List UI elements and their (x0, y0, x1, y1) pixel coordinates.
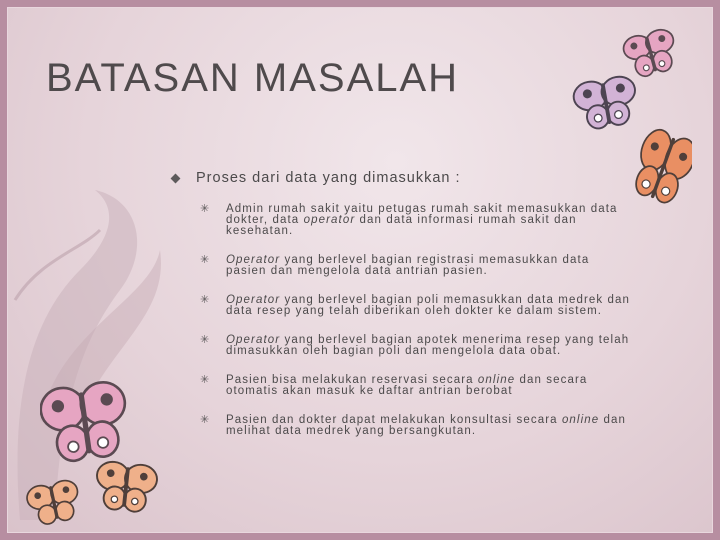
butterfly-icon (568, 74, 644, 132)
item-text: Pasien bisa melakukan reservasi secara online dan secara otomatis akan masuk ke daftar antrian berobat (226, 374, 588, 397)
asterisk-bullet-icon: ✳ (200, 203, 211, 215)
list-item (200, 415, 632, 437)
list-item (200, 255, 632, 277)
list-item (200, 335, 632, 357)
asterisk-bullet-icon: ✳ (200, 294, 211, 306)
asterisk-bullet-icon: ✳ (200, 334, 211, 346)
item-text: Admin rumah sakit yaitu petugas rumah sakit memasukkan data dokter, data operator dan data informasi rumah sakit dan kesehatan. (226, 203, 618, 237)
slide-content (172, 170, 632, 455)
item-text: Operator yang berlevel bagian registrasi memasukkan data pasien dan mengelola data antrian pasien. (226, 254, 590, 277)
asterisk-bullet-icon: ✳ (200, 374, 211, 386)
list-item (200, 295, 632, 317)
slide-title: BATASAN MASALAH (46, 56, 460, 100)
butterfly-icon (26, 478, 82, 528)
list-item (200, 204, 632, 237)
asterisk-bullet-icon: ✳ (200, 414, 211, 426)
item-text: Pasien dan dokter dapat melakukan konsultasi secara online dan melihat data medrek yang bersangkutan. (226, 414, 627, 437)
butterfly-icon (622, 28, 680, 80)
main-bullet-point (172, 170, 632, 186)
main-point-text: Proses dari data yang dimasukkan : (196, 170, 461, 186)
diamond-bullet-icon (171, 174, 181, 184)
list-item (200, 375, 632, 397)
item-text: Operator yang berlevel bagian apotek menerima resep yang telah dimasukkan oleh bagian poli dan mengelola data obat. (226, 334, 630, 357)
butterfly-icon (634, 126, 692, 210)
butterfly-icon (94, 458, 158, 516)
item-text: Operator yang berlevel bagian poli memasukkan data medrek dan data resep yang telah diberikan oleh dokter ke dalam sistem. (226, 294, 630, 317)
butterfly-icon (40, 378, 130, 466)
sub-bullet-list (172, 204, 632, 437)
asterisk-bullet-icon: ✳ (200, 254, 211, 266)
